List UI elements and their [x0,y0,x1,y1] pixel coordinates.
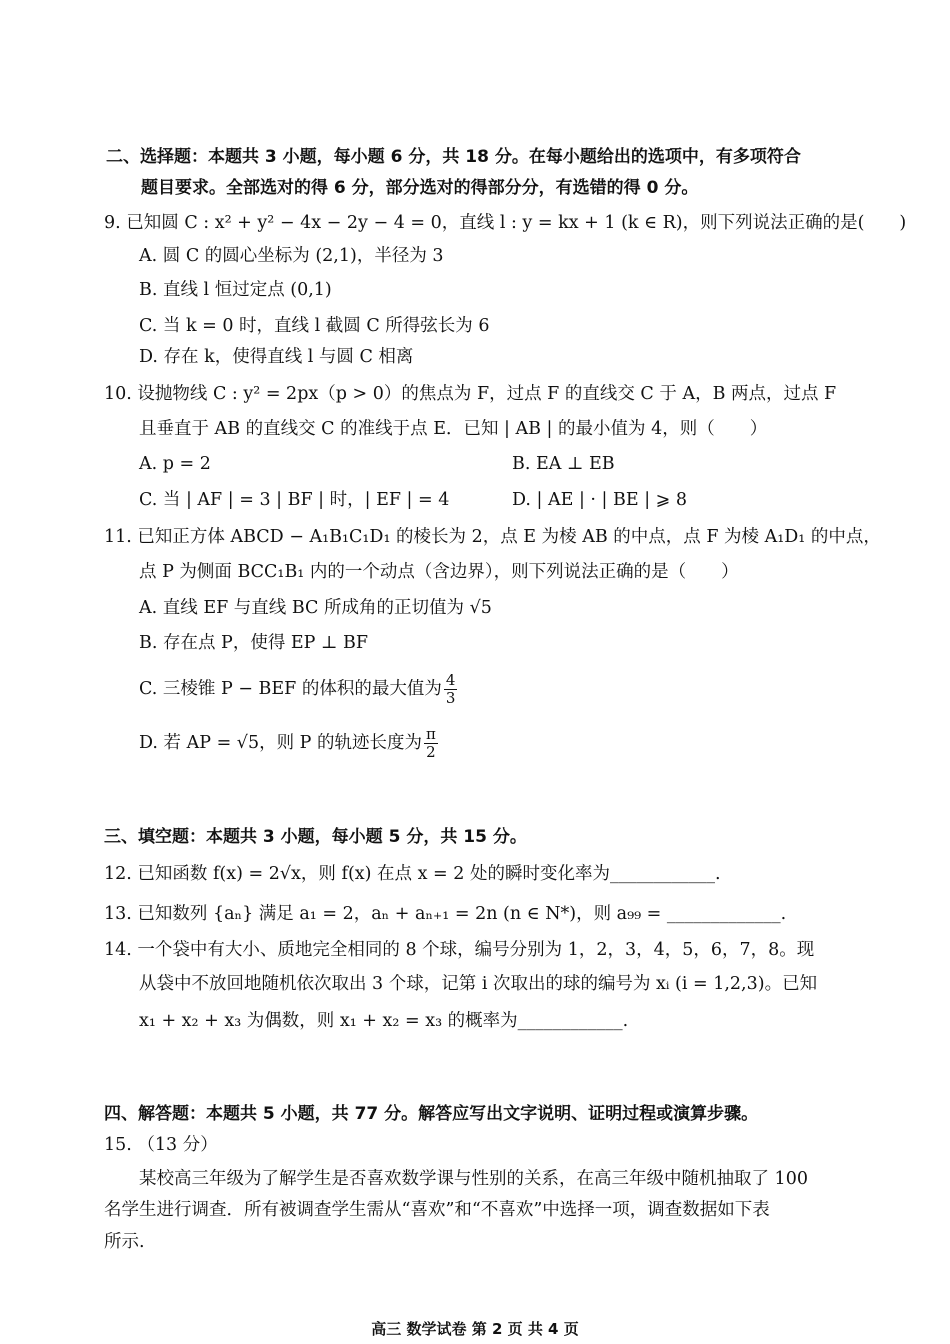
section3-heading: 三、填空题：本题共 3 小题，每小题 5 分，共 15 分。 [104,827,527,847]
q9-option-d: D. 存在 k，使得直线 l 与圆 C 相离 [139,347,414,367]
q9-option-a: A. 圆 C 的圆心坐标为 (2,1)，半径为 3 [139,246,444,266]
q14-line3: x₁ + x₂ + x₃ 为偶数，则 x₁ + x₂ = x₃ 的概率为____________. [139,1011,629,1031]
fraction-numerator: π [425,725,436,743]
fraction-denominator: 2 [426,743,436,761]
section4-heading: 四、解答题：本题共 5 小题，共 77 分。解答应写出文字说明、证明过程或演算步骤。 [104,1104,759,1124]
q11-stem-line1: 11. 已知正方体 ABCD − A₁B₁C₁D₁ 的棱长为 2，点 E 为棱 AB 的中点，点 F 为棱 A₁D₁ 的中点， [104,527,881,547]
page-footer: 高三 数学试卷 第 2 页 共 4 页 [371,1320,579,1338]
section2-heading-line1: 二、选择题：本题共 3 小题，每小题 6 分，共 18 分。在每小题给出的选项中，有多项符合 [106,147,801,167]
q10-option-c: C. 当 | AF | = 3 | BF | 时，| EF | = 4 [139,490,450,510]
q11-option-d [139,726,438,761]
q9-option-b: B. 直线 l 恒过定点 (0,1) [139,280,332,300]
q9-stem: 9. 已知圆 C : x² + y² − 4x − 2y − 4 = 0，直线 l : y = kx + 1 (k ∈ R)，则下列说法正确的是( ) [104,213,907,233]
q11-option-b: B. 存在点 P，使得 EP ⊥ BF [139,633,369,653]
fraction-numerator: 4 [445,671,456,689]
q11-stem-line2: 点 P 为侧面 BCC₁B₁ 内的一个动点（含边界），则下列说法正确的是（ ） [139,562,739,582]
section2-heading-line2: 题目要求。全部选对的得 6 分，部分选对的得部分分，有选错的得 0 分。 [141,178,699,198]
q10-stem-line1: 10. 设抛物线 C : y² = 2px（p > 0）的焦点为 F，过点 F 的直线交 C 于 A，B 两点，过点 F [104,384,837,404]
q12-text: 12. 已知函数 f(x) = 2√x，则 f(x) 在点 x = 2 处的瞬时变化率为____________. [104,864,721,884]
q14-line2: 从袋中不放回地随机依次取出 3 个球，记第 i 次取出的球的编号为 xᵢ (i = 1,2,3)。已知 [139,974,818,994]
q9-option-c: C. 当 k = 0 时，直线 l 截圆 C 所得弦长为 6 [139,316,490,336]
q11-option-c-text: C. 三棱锥 P − BEF 的体积的最大值为 [139,679,442,699]
q15-line2: 名学生进行调查．所有被调查学生需从“喜欢”和“不喜欢”中选择一项，调查数据如下表 [104,1200,770,1220]
q11-option-d-fraction [424,726,438,761]
q10-option-a: A. p = 2 [139,454,211,474]
q15-line1: 某校高三年级为了解学生是否喜欢数学课与性别的关系，在高三年级中随机抽取了 100 [139,1169,808,1189]
q11-option-d-text: D. 若 AP = √5，则 P 的轨迹长度为 [139,733,422,753]
q11-option-c-fraction [444,672,458,707]
fraction-denominator: 3 [445,689,456,707]
q14-line1: 14. 一个袋中有大小、质地完全相同的 8 个球，编号分别为 1，2，3，4，5，6，7，8。现 [104,940,815,960]
q11-option-a: A. 直线 EF 与直线 BC 所成角的正切值为 √5 [139,598,492,618]
q15-header: 15. （13 分） [104,1135,218,1155]
q10-stem-line2: 且垂直于 AB 的直线交 C 的准线于点 E．已知 | AB | 的最小值为 4，则（ ） [139,419,768,439]
q15-line3: 所示. [104,1232,145,1252]
q11-option-c [139,672,457,707]
q10-option-b: B. EA ⊥ EB [512,454,615,474]
q13-text: 13. 已知数列 {aₙ} 满足 a₁ = 2，aₙ + aₙ₊₁ = 2n (n ∈ N*)，则 a₉₉ = _____________. [104,904,787,924]
q10-option-d: D. | AE | · | BE | ⩾ 8 [512,490,688,510]
